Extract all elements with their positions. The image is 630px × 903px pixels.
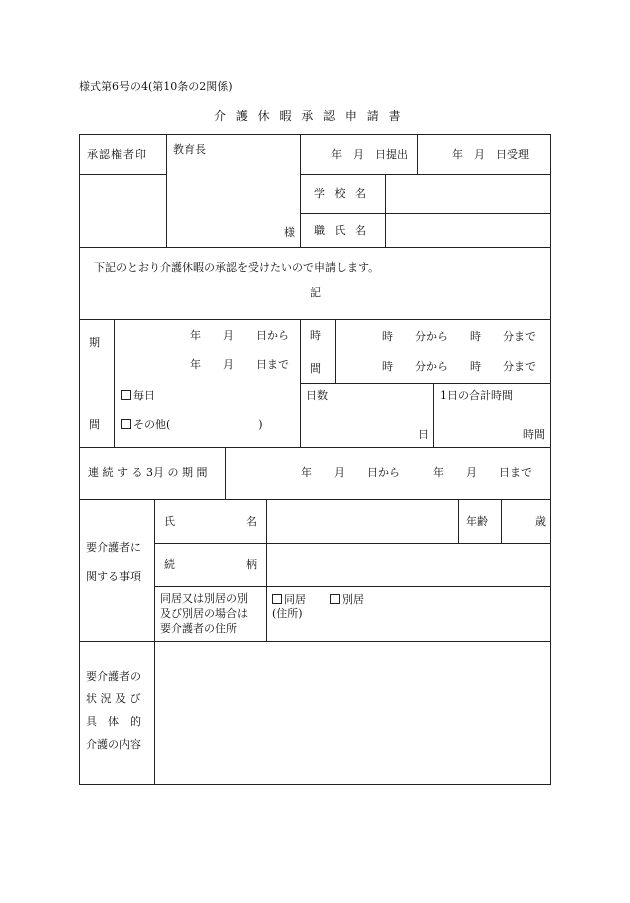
submitted-date: 年 月 日提出 [331, 148, 408, 161]
age-unit: 歳 [535, 515, 546, 528]
residence-label-1: 同居又は別居の別 [160, 592, 248, 605]
care-section-label-1: 要介護者に [86, 541, 141, 554]
name-label-2: 名 [246, 515, 257, 528]
relation-label-1: 続 [164, 558, 175, 571]
school-name-label: 学 校 名 [314, 187, 369, 200]
time-ji-label: 時 [310, 329, 321, 342]
continuous-period-value: 年 月 日から 年 月 日まで [301, 466, 532, 479]
superintendent-label: 教育長 [173, 143, 206, 156]
other-checkbox[interactable] [121, 419, 131, 429]
total-time-label: 1日の合計時間 [440, 389, 513, 402]
continuous-period-label: 連 続 す る 3月 の 期 間 [88, 466, 208, 479]
days-label: 日数 [306, 389, 328, 402]
cohabit-checkbox[interactable] [272, 594, 282, 604]
approver-seal-label: 承認権者印 [87, 148, 147, 161]
care-section-label-2: 関する事項 [86, 570, 141, 583]
time-to: 時 分から 時 分まで [382, 360, 536, 373]
page-title: 介 護 休 暇 承 認 申 請 書 [214, 109, 404, 123]
request-text: 下記のとおり介護休暇の承認を受けたいので申請します。 [94, 261, 380, 274]
separate-label: 別居 [342, 593, 364, 606]
separate-option[interactable] [330, 594, 364, 605]
other-label: その他( ) [133, 418, 263, 431]
days-unit: 日 [418, 428, 429, 441]
sama-label: 様 [284, 226, 295, 239]
situation-label-2: 状 況 及 び [86, 692, 141, 705]
date-to: 年 月 日まで [190, 358, 289, 371]
other-option[interactable] [121, 419, 263, 430]
cohabit-option[interactable] [272, 594, 306, 605]
form-code: 様式第6号の4(第10条の2関係) [79, 80, 233, 93]
every-day-checkbox[interactable] [121, 390, 131, 400]
situation-label-4: 介護の内容 [86, 738, 141, 751]
residence-label-3: 要介護者の住所 [160, 622, 237, 635]
cohabit-label: 同居 [284, 593, 306, 606]
position-name-label: 職 氏 名 [314, 224, 369, 237]
time-from: 時 分から 時 分まで [382, 330, 536, 343]
name-label-1: 氏 [164, 515, 175, 528]
received-date: 年 月 日受理 [452, 148, 529, 161]
residence-label-2: 及び別居の場合は [160, 607, 248, 620]
situation-label-3: 具 体 的 [86, 715, 141, 728]
time-kan-label: 間 [310, 362, 321, 375]
period-ki-label: 期 [89, 336, 100, 349]
relation-label-2: 柄 [246, 558, 257, 571]
total-time-unit: 時間 [523, 428, 545, 441]
every-day-label: 毎日 [133, 389, 155, 402]
period-kan-label: 間 [89, 418, 100, 431]
every-day-option[interactable] [121, 390, 155, 401]
address-label: (住所) [272, 607, 303, 620]
separate-checkbox[interactable] [330, 594, 340, 604]
situation-label-1: 要介護者の [86, 670, 141, 683]
age-label: 年齢 [466, 515, 488, 528]
ki-label: 記 [310, 286, 321, 299]
date-from: 年 月 日から [190, 329, 289, 342]
